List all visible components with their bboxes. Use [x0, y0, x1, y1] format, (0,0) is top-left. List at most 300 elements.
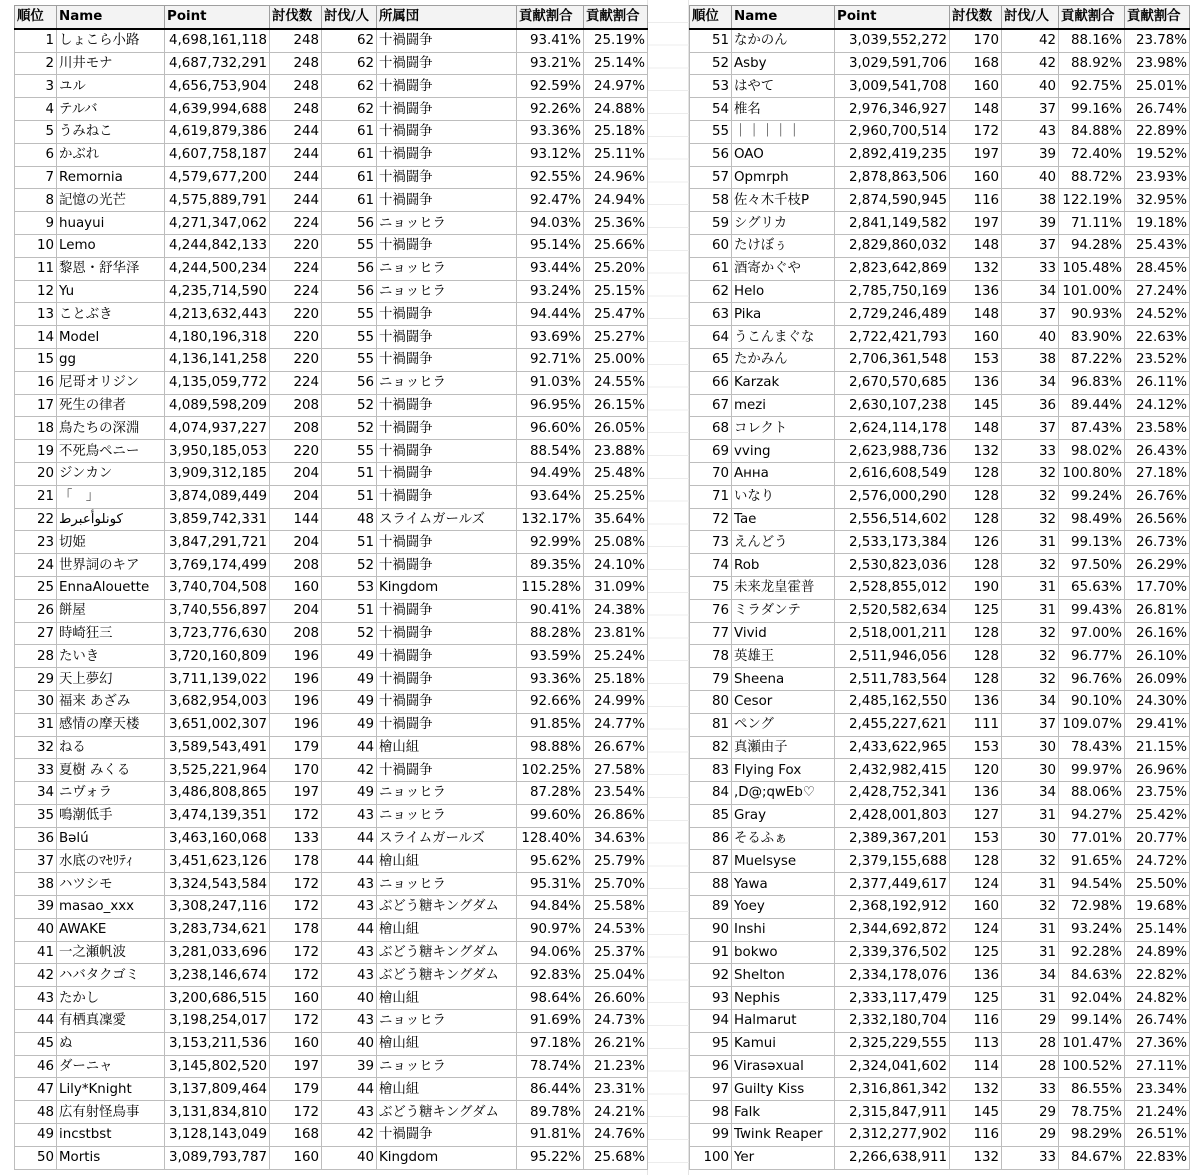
cell-kills[interactable]: 136 [950, 280, 1002, 303]
cell-point[interactable]: 2,530,823,036 [835, 554, 950, 577]
cell-point[interactable]: 3,486,808,865 [165, 782, 270, 805]
cell-kills-per-person[interactable]: 36 [1002, 394, 1059, 417]
cell-kills-per-person[interactable]: 49 [322, 713, 377, 736]
cell-kills[interactable]: 116 [950, 1124, 1002, 1147]
cell-kills[interactable]: 204 [270, 462, 322, 485]
cell-contribution-1[interactable]: 105.48% [1059, 257, 1125, 280]
cell-contribution-1[interactable]: 93.24% [517, 280, 584, 303]
cell-rank[interactable]: 77 [690, 622, 732, 645]
cell-team[interactable]: 檜山組 [377, 850, 517, 873]
cell-contribution-2[interactable]: 26.74% [1125, 1010, 1190, 1033]
cell-contribution-1[interactable]: 90.41% [517, 599, 584, 622]
cell-kills[interactable]: 116 [950, 189, 1002, 212]
cell-kills[interactable]: 197 [950, 212, 1002, 235]
cell-rank[interactable]: 72 [690, 508, 732, 531]
cell-point[interactable]: 2,428,752,341 [835, 782, 950, 805]
cell-team[interactable]: 檜山組 [377, 1032, 517, 1055]
cell-point[interactable]: 4,135,059,772 [165, 371, 270, 394]
cell-point[interactable]: 4,656,753,904 [165, 75, 270, 98]
cell-rank[interactable]: 6 [15, 143, 57, 166]
cell-rank[interactable]: 81 [690, 713, 732, 736]
cell-point[interactable]: 2,333,117,479 [835, 987, 950, 1010]
cell-contribution-2[interactable]: 19.18% [1125, 212, 1190, 235]
cell-contribution-1[interactable]: 97.18% [517, 1032, 584, 1055]
cell-contribution-1[interactable]: 88.06% [1059, 782, 1125, 805]
cell-contribution-1[interactable]: 115.28% [517, 576, 584, 599]
cell-kills[interactable]: 172 [270, 896, 322, 919]
cell-contribution-1[interactable]: 72.40% [1059, 143, 1125, 166]
cell-contribution-2[interactable]: 24.38% [584, 599, 648, 622]
cell-contribution-1[interactable]: 100.52% [1059, 1055, 1125, 1078]
cell-kills[interactable]: 128 [950, 554, 1002, 577]
cell-name[interactable]: 餅屋 [57, 599, 165, 622]
cell-kills[interactable]: 128 [950, 462, 1002, 485]
cell-contribution-2[interactable]: 22.83% [1125, 1146, 1190, 1169]
cell-kills-per-person[interactable]: 31 [1002, 576, 1059, 599]
cell-kills-per-person[interactable]: 40 [1002, 326, 1059, 349]
cell-kills[interactable]: 178 [270, 850, 322, 873]
cell-contribution-1[interactable]: 93.59% [517, 645, 584, 668]
cell-team[interactable]: 十禍闘争 [377, 75, 517, 98]
cell-contribution-2[interactable]: 23.58% [1125, 417, 1190, 440]
cell-contribution-2[interactable]: 26.51% [1125, 1124, 1190, 1147]
cell-name[interactable]: masao_xxx [57, 896, 165, 919]
cell-name[interactable]: Gray [732, 804, 835, 827]
cell-team[interactable]: ぶどう糖キングダム [377, 941, 517, 964]
cell-kills-per-person[interactable]: 55 [322, 303, 377, 326]
cell-rank[interactable]: 86 [690, 827, 732, 850]
cell-kills-per-person[interactable]: 32 [1002, 850, 1059, 873]
cell-name[interactable]: 感情の摩天楼 [57, 713, 165, 736]
cell-team[interactable]: 十禍闘争 [377, 599, 517, 622]
cell-contribution-2[interactable]: 26.67% [584, 736, 648, 759]
cell-kills[interactable]: 172 [270, 1010, 322, 1033]
cell-point[interactable]: 2,377,449,617 [835, 873, 950, 896]
cell-kills[interactable]: 132 [950, 257, 1002, 280]
cell-contribution-2[interactable]: 21.24% [1125, 1101, 1190, 1124]
cell-rank[interactable]: 63 [690, 303, 732, 326]
cell-contribution-2[interactable]: 23.75% [1125, 782, 1190, 805]
cell-contribution-1[interactable]: 77.01% [1059, 827, 1125, 850]
cell-kills[interactable]: 208 [270, 417, 322, 440]
cell-contribution-2[interactable]: 27.24% [1125, 280, 1190, 303]
cell-rank[interactable]: 16 [15, 371, 57, 394]
cell-kills-per-person[interactable]: 33 [1002, 440, 1059, 463]
cell-contribution-1[interactable]: 102.25% [517, 759, 584, 782]
cell-kills-per-person[interactable]: 37 [1002, 234, 1059, 257]
cell-kills-per-person[interactable]: 55 [322, 348, 377, 371]
cell-rank[interactable]: 38 [15, 873, 57, 896]
cell-kills[interactable]: 196 [270, 713, 322, 736]
cell-point[interactable]: 4,698,161,118 [165, 29, 270, 52]
cell-point[interactable]: 2,841,149,582 [835, 212, 950, 235]
cell-point[interactable]: 2,576,000,290 [835, 485, 950, 508]
cell-point[interactable]: 3,128,143,049 [165, 1124, 270, 1147]
cell-contribution-1[interactable]: 94.49% [517, 462, 584, 485]
cell-contribution-1[interactable]: 132.17% [517, 508, 584, 531]
cell-rank[interactable]: 49 [15, 1124, 57, 1147]
cell-name[interactable]: うこんまぐな [732, 326, 835, 349]
cell-kills-per-person[interactable]: 40 [1002, 166, 1059, 189]
cell-name[interactable]: Asby [732, 52, 835, 75]
cell-rank[interactable]: 11 [15, 257, 57, 280]
cell-kills-per-person[interactable]: 39 [1002, 212, 1059, 235]
cell-rank[interactable]: 45 [15, 1032, 57, 1055]
cell-team[interactable]: 十禍闘争 [377, 29, 517, 52]
cell-contribution-1[interactable]: 98.49% [1059, 508, 1125, 531]
cell-kills[interactable]: 126 [950, 531, 1002, 554]
cell-contribution-1[interactable]: 99.43% [1059, 599, 1125, 622]
cell-name[interactable]: 鳴潮低手 [57, 804, 165, 827]
cell-rank[interactable]: 37 [15, 850, 57, 873]
cell-contribution-1[interactable]: 90.10% [1059, 690, 1125, 713]
cell-rank[interactable]: 79 [690, 668, 732, 691]
cell-contribution-2[interactable]: 21.15% [1125, 736, 1190, 759]
cell-point[interactable]: 3,463,160,068 [165, 827, 270, 850]
cell-team[interactable]: 十禍闘争 [377, 759, 517, 782]
cell-contribution-1[interactable]: 91.81% [517, 1124, 584, 1147]
cell-kills-per-person[interactable]: 55 [322, 440, 377, 463]
cell-point[interactable]: 4,607,758,187 [165, 143, 270, 166]
cell-team[interactable]: 十禍闘争 [377, 690, 517, 713]
cell-kills-per-person[interactable]: 62 [322, 75, 377, 98]
cell-name[interactable]: Falk [732, 1101, 835, 1124]
cell-contribution-2[interactable]: 23.31% [584, 1078, 648, 1101]
cell-kills[interactable]: 224 [270, 257, 322, 280]
cell-kills-per-person[interactable]: 44 [322, 827, 377, 850]
cell-contribution-1[interactable]: 128.40% [517, 827, 584, 850]
cell-point[interactable]: 2,623,988,736 [835, 440, 950, 463]
cell-name[interactable]: 切姫 [57, 531, 165, 554]
cell-contribution-2[interactable]: 24.21% [584, 1101, 648, 1124]
cell-contribution-2[interactable]: 25.18% [584, 668, 648, 691]
cell-kills-per-person[interactable]: 56 [322, 371, 377, 394]
cell-contribution-2[interactable]: 26.15% [584, 394, 648, 417]
cell-kills[interactable]: 244 [270, 166, 322, 189]
cell-kills[interactable]: 244 [270, 120, 322, 143]
cell-team[interactable]: Kingdom [377, 576, 517, 599]
cell-contribution-2[interactable]: 24.10% [584, 554, 648, 577]
cell-contribution-2[interactable]: 17.70% [1125, 576, 1190, 599]
cell-contribution-1[interactable]: 88.92% [1059, 52, 1125, 75]
cell-contribution-2[interactable]: 35.64% [584, 508, 648, 531]
cell-contribution-2[interactable]: 34.63% [584, 827, 648, 850]
cell-contribution-1[interactable]: 78.43% [1059, 736, 1125, 759]
cell-name[interactable]: 水底のﾏｾﾘﾃｨ [57, 850, 165, 873]
cell-kills[interactable]: 172 [270, 941, 322, 964]
cell-contribution-1[interactable]: 88.54% [517, 440, 584, 463]
cell-point[interactable]: 4,244,500,234 [165, 257, 270, 280]
cell-kills-per-person[interactable]: 31 [1002, 804, 1059, 827]
cell-point[interactable]: 2,829,860,032 [835, 234, 950, 257]
cell-contribution-1[interactable]: 92.26% [517, 98, 584, 121]
cell-rank[interactable]: 58 [690, 189, 732, 212]
cell-point[interactable]: 2,325,229,555 [835, 1032, 950, 1055]
cell-kills-per-person[interactable]: 42 [1002, 29, 1059, 52]
cell-rank[interactable]: 71 [690, 485, 732, 508]
cell-name[interactable]: ぬ [57, 1032, 165, 1055]
cell-rank[interactable]: 40 [15, 918, 57, 941]
cell-point[interactable]: 3,198,254,017 [165, 1010, 270, 1033]
cell-kills[interactable]: 224 [270, 280, 322, 303]
cell-name[interactable]: gg [57, 348, 165, 371]
cell-kills[interactable]: 160 [950, 896, 1002, 919]
cell-contribution-1[interactable]: 86.44% [517, 1078, 584, 1101]
cell-team[interactable]: ニョッヒラ [377, 804, 517, 827]
cell-name[interactable]: huayui [57, 212, 165, 235]
cell-rank[interactable]: 76 [690, 599, 732, 622]
cell-kills[interactable]: 160 [950, 326, 1002, 349]
cell-name[interactable]: たかみん [732, 348, 835, 371]
cell-kills[interactable]: 145 [950, 1101, 1002, 1124]
cell-kills-per-person[interactable]: 61 [322, 189, 377, 212]
cell-name[interactable]: 夏樹 みくる [57, 759, 165, 782]
cell-rank[interactable]: 19 [15, 440, 57, 463]
cell-contribution-1[interactable]: 94.03% [517, 212, 584, 235]
cell-name[interactable]: かぶれ [57, 143, 165, 166]
cell-kills-per-person[interactable]: 34 [1002, 964, 1059, 987]
cell-rank[interactable]: 83 [690, 759, 732, 782]
cell-contribution-2[interactable]: 25.68% [584, 1146, 648, 1169]
cell-kills-per-person[interactable]: 34 [1002, 371, 1059, 394]
cell-point[interactable]: 2,729,246,489 [835, 303, 950, 326]
cell-kills[interactable]: 132 [950, 1078, 1002, 1101]
cell-kills-per-person[interactable]: 32 [1002, 554, 1059, 577]
cell-contribution-2[interactable]: 25.70% [584, 873, 648, 896]
cell-kills-per-person[interactable]: 33 [1002, 257, 1059, 280]
cell-name[interactable]: ジンカン [57, 462, 165, 485]
cell-team[interactable]: ぶどう糖キングダム [377, 896, 517, 919]
cell-name[interactable]: 「 」 [57, 485, 165, 508]
cell-team[interactable]: スライムガールズ [377, 827, 517, 850]
cell-contribution-2[interactable]: 25.20% [584, 257, 648, 280]
cell-rank[interactable]: 35 [15, 804, 57, 827]
cell-contribution-1[interactable]: 95.22% [517, 1146, 584, 1169]
cell-point[interactable]: 2,368,192,912 [835, 896, 950, 919]
cell-point[interactable]: 2,344,692,872 [835, 918, 950, 941]
cell-contribution-1[interactable]: 93.36% [517, 120, 584, 143]
cell-kills-per-person[interactable]: 34 [1002, 280, 1059, 303]
cell-team[interactable]: 檜山組 [377, 987, 517, 1010]
cell-contribution-2[interactable]: 25.79% [584, 850, 648, 873]
cell-contribution-1[interactable]: 88.72% [1059, 166, 1125, 189]
cell-point[interactable]: 4,687,732,291 [165, 52, 270, 75]
cell-name[interactable]: 椎名 [732, 98, 835, 121]
cell-rank[interactable]: 15 [15, 348, 57, 371]
cell-contribution-2[interactable]: 25.19% [584, 29, 648, 52]
cell-rank[interactable]: 73 [690, 531, 732, 554]
cell-contribution-2[interactable]: 25.18% [584, 120, 648, 143]
cell-rank[interactable]: 29 [15, 668, 57, 691]
cell-name[interactable]: Yer [732, 1146, 835, 1169]
cell-name[interactable]: たいき [57, 645, 165, 668]
cell-kills[interactable]: 128 [950, 668, 1002, 691]
cell-rank[interactable]: 10 [15, 234, 57, 257]
cell-contribution-1[interactable]: 94.44% [517, 303, 584, 326]
cell-rank[interactable]: 93 [690, 987, 732, 1010]
cell-kills[interactable]: 170 [270, 759, 322, 782]
cell-name[interactable]: Rob [732, 554, 835, 577]
cell-name[interactable]: Opmrph [732, 166, 835, 189]
cell-rank[interactable]: 18 [15, 417, 57, 440]
cell-contribution-2[interactable]: 25.27% [584, 326, 648, 349]
cell-kills-per-person[interactable]: 49 [322, 645, 377, 668]
cell-contribution-1[interactable]: 97.00% [1059, 622, 1125, 645]
cell-contribution-1[interactable]: 91.03% [517, 371, 584, 394]
cell-point[interactable]: 2,315,847,911 [835, 1101, 950, 1124]
cell-name[interactable]: 鳥たちの深淵 [57, 417, 165, 440]
cell-team[interactable]: 十禍闘争 [377, 189, 517, 212]
cell-point[interactable]: 2,389,367,201 [835, 827, 950, 850]
cell-contribution-1[interactable]: 101.47% [1059, 1032, 1125, 1055]
cell-team[interactable]: 十禍闘争 [377, 348, 517, 371]
cell-name[interactable]: 黎恩・舒华泽 [57, 257, 165, 280]
cell-contribution-1[interactable]: 93.44% [517, 257, 584, 280]
cell-team[interactable]: 十禍闘争 [377, 668, 517, 691]
cell-contribution-1[interactable]: 93.12% [517, 143, 584, 166]
cell-team[interactable]: ニョッヒラ [377, 257, 517, 280]
cell-point[interactable]: 4,244,842,133 [165, 234, 270, 257]
cell-name[interactable]: いなり [732, 485, 835, 508]
cell-kills[interactable]: 124 [950, 873, 1002, 896]
cell-name[interactable]: Tae [732, 508, 835, 531]
cell-point[interactable]: 4,271,347,062 [165, 212, 270, 235]
cell-kills[interactable]: 160 [270, 987, 322, 1010]
cell-kills-per-person[interactable]: 32 [1002, 645, 1059, 668]
cell-kills[interactable]: 197 [270, 1055, 322, 1078]
cell-kills-per-person[interactable]: 51 [322, 485, 377, 508]
cell-point[interactable]: 2,670,570,685 [835, 371, 950, 394]
cell-kills-per-person[interactable]: 39 [322, 1055, 377, 1078]
cell-point[interactable]: 2,630,107,238 [835, 394, 950, 417]
cell-rank[interactable]: 84 [690, 782, 732, 805]
cell-contribution-1[interactable]: 92.83% [517, 964, 584, 987]
cell-contribution-1[interactable]: 96.83% [1059, 371, 1125, 394]
cell-rank[interactable]: 14 [15, 326, 57, 349]
cell-contribution-2[interactable]: 29.41% [1125, 713, 1190, 736]
cell-name[interactable]: たかし [57, 987, 165, 1010]
cell-rank[interactable]: 87 [690, 850, 732, 873]
cell-point[interactable]: 3,740,556,897 [165, 599, 270, 622]
cell-contribution-2[interactable]: 24.72% [1125, 850, 1190, 873]
cell-name[interactable]: そるふぁ [732, 827, 835, 850]
cell-name[interactable]: シグリカ [732, 212, 835, 235]
cell-rank[interactable]: 17 [15, 394, 57, 417]
cell-name[interactable]: 尼哥オリジン [57, 371, 165, 394]
cell-rank[interactable]: 69 [690, 440, 732, 463]
cell-name[interactable]: Nephis [732, 987, 835, 1010]
cell-kills[interactable]: 128 [950, 485, 1002, 508]
cell-kills-per-person[interactable]: 49 [322, 690, 377, 713]
cell-contribution-1[interactable]: 91.69% [517, 1010, 584, 1033]
cell-rank[interactable]: 95 [690, 1032, 732, 1055]
cell-name[interactable]: えんどう [732, 531, 835, 554]
cell-kills-per-person[interactable]: 40 [1002, 75, 1059, 98]
cell-contribution-1[interactable]: 99.60% [517, 804, 584, 827]
cell-kills-per-person[interactable]: 32 [1002, 896, 1059, 919]
cell-rank[interactable]: 4 [15, 98, 57, 121]
cell-contribution-2[interactable]: 26.21% [584, 1032, 648, 1055]
cell-kills-per-person[interactable]: 61 [322, 143, 377, 166]
cell-point[interactable]: 2,324,041,602 [835, 1055, 950, 1078]
cell-point[interactable]: 3,847,291,721 [165, 531, 270, 554]
cell-point[interactable]: 4,639,994,688 [165, 98, 270, 121]
cell-kills-per-person[interactable]: 49 [322, 668, 377, 691]
cell-kills[interactable]: 145 [950, 394, 1002, 417]
cell-rank[interactable]: 13 [15, 303, 57, 326]
cell-kills-per-person[interactable]: 52 [322, 554, 377, 577]
cell-contribution-2[interactable]: 25.24% [584, 645, 648, 668]
cell-kills[interactable]: 172 [270, 1101, 322, 1124]
cell-contribution-2[interactable]: 24.99% [584, 690, 648, 713]
cell-rank[interactable]: 27 [15, 622, 57, 645]
cell-rank[interactable]: 36 [15, 827, 57, 850]
cell-rank[interactable]: 41 [15, 941, 57, 964]
cell-kills-per-person[interactable]: 51 [322, 599, 377, 622]
cell-kills-per-person[interactable]: 37 [1002, 303, 1059, 326]
cell-kills-per-person[interactable]: 43 [322, 964, 377, 987]
cell-contribution-2[interactable]: 25.00% [584, 348, 648, 371]
cell-kills-per-person[interactable]: 52 [322, 394, 377, 417]
cell-kills[interactable]: 197 [270, 782, 322, 805]
cell-contribution-1[interactable]: 100.80% [1059, 462, 1125, 485]
cell-point[interactable]: 3,723,776,630 [165, 622, 270, 645]
cell-team[interactable]: 十禍闘争 [377, 166, 517, 189]
cell-name[interactable]: ダーニャ [57, 1055, 165, 1078]
cell-point[interactable]: 3,137,809,464 [165, 1078, 270, 1101]
cell-name[interactable]: incstbst [57, 1124, 165, 1147]
cell-name[interactable]: Yawa [732, 873, 835, 896]
cell-point[interactable]: 3,451,623,126 [165, 850, 270, 873]
cell-contribution-2[interactable]: 23.93% [1125, 166, 1190, 189]
cell-contribution-2[interactable]: 26.60% [584, 987, 648, 1010]
cell-point[interactable]: 3,474,139,351 [165, 804, 270, 827]
cell-contribution-2[interactable]: 25.14% [584, 52, 648, 75]
cell-team[interactable]: 檜山組 [377, 736, 517, 759]
cell-kills-per-person[interactable]: 51 [322, 531, 377, 554]
cell-point[interactable]: 2,960,700,514 [835, 120, 950, 143]
cell-kills[interactable]: 244 [270, 189, 322, 212]
cell-kills-per-person[interactable]: 61 [322, 166, 377, 189]
cell-point[interactable]: 2,266,638,911 [835, 1146, 950, 1169]
cell-contribution-2[interactable]: 25.25% [584, 485, 648, 508]
cell-kills-per-person[interactable]: 51 [322, 462, 377, 485]
cell-kills-per-person[interactable]: 33 [1002, 1078, 1059, 1101]
cell-name[interactable]: Model [57, 326, 165, 349]
cell-name[interactable]: ねる [57, 736, 165, 759]
cell-kills-per-person[interactable]: 38 [1002, 348, 1059, 371]
cell-name[interactable]: EnnaAlouette [57, 576, 165, 599]
cell-rank[interactable]: 85 [690, 804, 732, 827]
cell-contribution-2[interactable]: 23.34% [1125, 1078, 1190, 1101]
cell-rank[interactable]: 26 [15, 599, 57, 622]
cell-contribution-2[interactable]: 25.14% [1125, 918, 1190, 941]
cell-team[interactable]: 檜山組 [377, 918, 517, 941]
cell-kills[interactable]: 190 [950, 576, 1002, 599]
cell-kills[interactable]: 168 [950, 52, 1002, 75]
cell-contribution-2[interactable]: 24.82% [1125, 987, 1190, 1010]
cell-rank[interactable]: 57 [690, 166, 732, 189]
cell-kills[interactable]: 148 [950, 417, 1002, 440]
cell-contribution-1[interactable]: 92.99% [517, 531, 584, 554]
cell-team[interactable]: 十禍闘争 [377, 462, 517, 485]
cell-point[interactable]: 3,950,185,053 [165, 440, 270, 463]
cell-team[interactable]: 十禍闘争 [377, 52, 517, 75]
cell-rank[interactable]: 56 [690, 143, 732, 166]
cell-contribution-2[interactable]: 27.18% [1125, 462, 1190, 485]
cell-kills-per-person[interactable]: 52 [322, 622, 377, 645]
cell-kills-per-person[interactable]: 30 [1002, 759, 1059, 782]
